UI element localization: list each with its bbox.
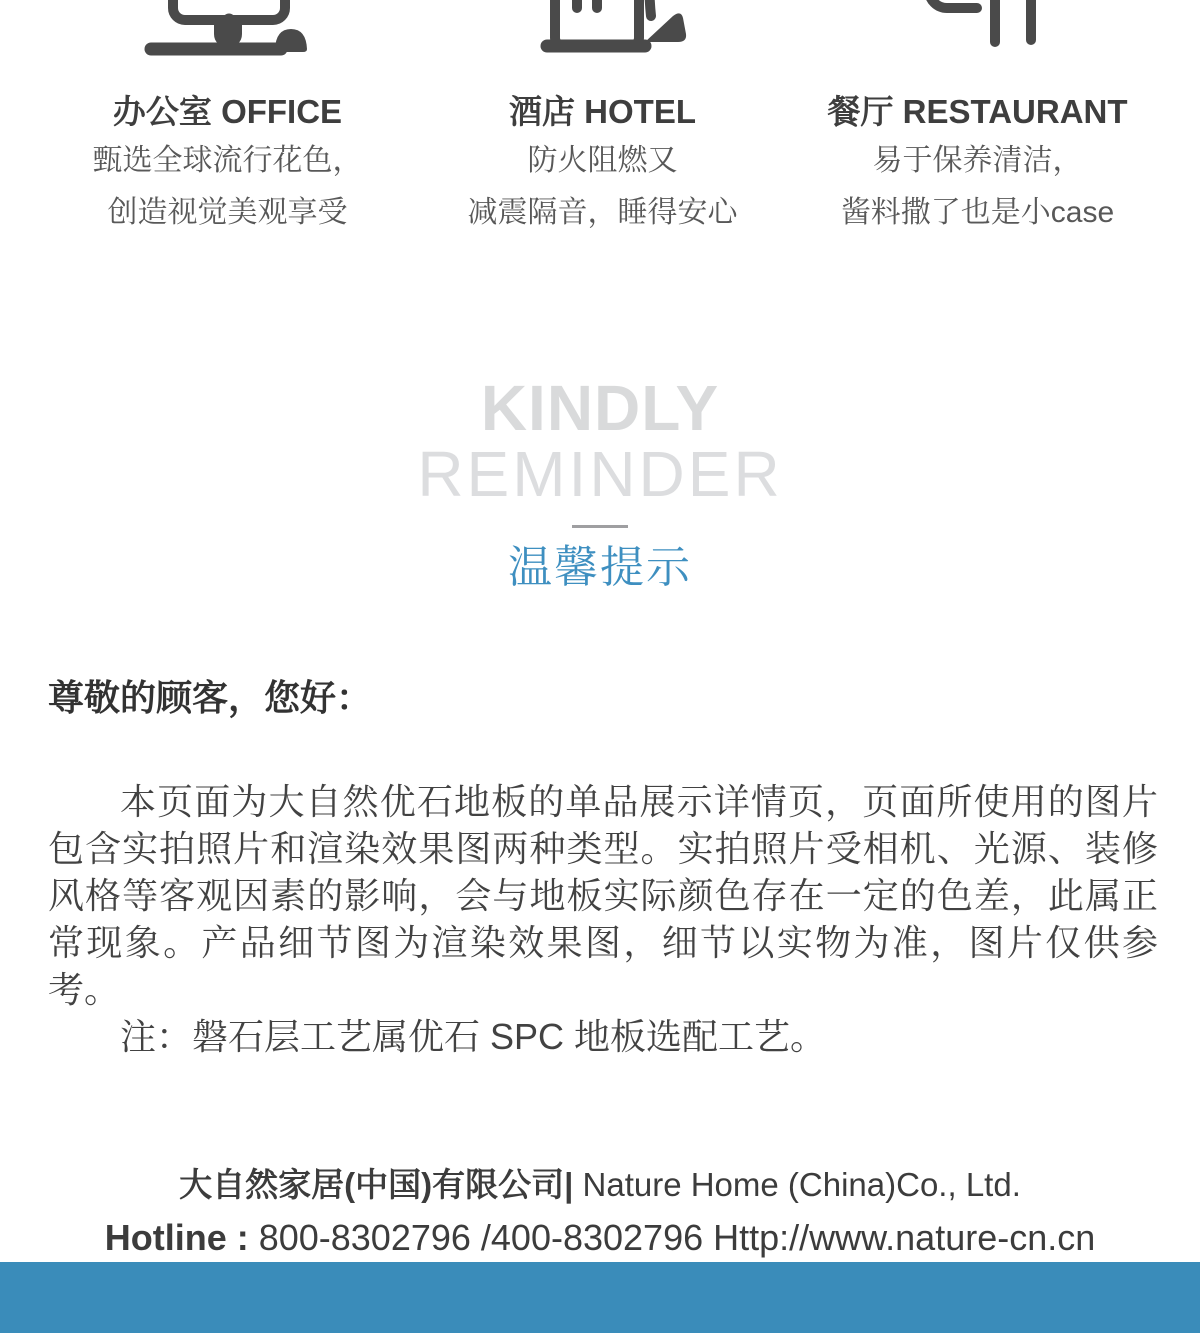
hotline-numbers-and-url: 800-8302796 /400-8302796 Http://www.nature-cn.cn	[258, 1217, 1096, 1258]
bottom-accent-bar	[0, 1262, 1200, 1333]
company-name-en: Nature Home (China)Co., Ltd.	[573, 1166, 1021, 1203]
feature-restaurant	[790, 0, 1165, 234]
reminder-heading-block	[0, 372, 1200, 592]
feature-strip	[0, 0, 1200, 234]
kindly-word: KINDLY	[480, 372, 720, 444]
feature-hotel	[415, 0, 790, 234]
greeting-heading: 尊敬的顾客，您好：	[48, 677, 373, 718]
hotel-building-icon	[503, 0, 703, 58]
heading-divider	[572, 525, 628, 528]
feature-line: 酱料撒了也是小case	[840, 196, 1115, 229]
office-icon-clip	[40, 0, 415, 58]
feature-line: 易于保养清洁，	[872, 144, 1083, 177]
notice-paragraph: 本页面为大自然优石地板的单品展示详情页，页面所使用的图片包含实拍照片和渲染效果图两种类型。实拍照片受相机、光源、装修风格等客观因素的影响，会与地板实际颜色存在一定的色差，此属正常现象。产品细节图为渲染效果图，细节以实物为准，图片仅供参考。	[48, 781, 1158, 1010]
feature-title: 餐厅 RESTAURANT	[827, 93, 1128, 130]
feature-title: 酒店 HOTEL	[509, 93, 696, 130]
restaurant-cutlery-icon	[893, 0, 1063, 58]
reminder-word: REMINDER	[417, 438, 783, 510]
company-line	[0, 1166, 1200, 1204]
restaurant-icon-clip	[790, 0, 1165, 58]
hotel-icon-clip	[415, 0, 790, 58]
reminder-subtitle: 温馨提示	[508, 543, 692, 592]
hotline-label: Hotline :	[104, 1217, 259, 1258]
feature-line: 防火阻燃又	[527, 144, 678, 177]
feature-line: 创造视觉美观享受	[107, 196, 348, 229]
notice-section	[48, 678, 1158, 1060]
office-desk-icon	[123, 0, 333, 58]
company-name-cn: 大自然家居(中国)有限公司|	[179, 1166, 574, 1203]
feature-line: 减震隔音，睡得安心	[467, 196, 738, 229]
feature-office	[40, 0, 415, 234]
hotline-line	[0, 1218, 1200, 1258]
footer	[0, 1166, 1200, 1258]
feature-line: 甄选全球流行花色，	[92, 144, 363, 177]
notice-note: 注：磐石层工艺属优石 SPC 地板选配工艺。	[120, 1016, 827, 1057]
feature-title: 办公室 OFFICE	[112, 93, 343, 130]
